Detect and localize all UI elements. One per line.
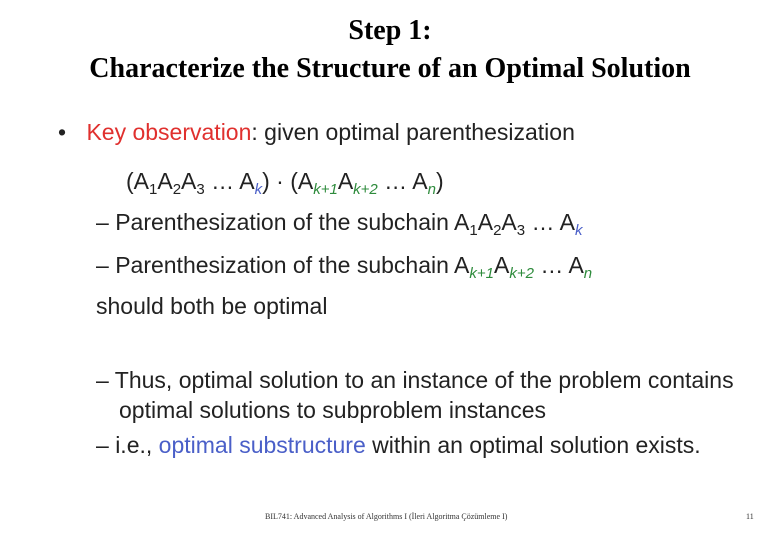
formula-subscript-k2: k+2 (353, 181, 378, 198)
subchain-subscript: 3 (516, 222, 526, 239)
thus-text-line1: Thus, optimal solution to an instance of the problem contains (114, 367, 734, 393)
subchain-subscript-k: k (574, 222, 583, 239)
subchain-part: A (501, 209, 517, 235)
subchain-left-item (96, 208, 582, 245)
subchain-part: … A (533, 252, 584, 278)
thus-item (96, 366, 734, 394)
subchain-subscript-k1: k+1 (469, 265, 494, 282)
key-observation-label: Key observation (86, 119, 252, 145)
formula-part: A (337, 168, 354, 194)
formula-subscript-n: n (427, 181, 436, 198)
formula-part: ) (262, 168, 270, 194)
formula-part: ) (435, 168, 444, 194)
formula-part: … A (377, 168, 428, 194)
ie-item (96, 431, 701, 459)
formula-part: (A (126, 168, 149, 194)
subchain-subscript: 1 (469, 222, 478, 239)
formula-subscript: 1 (149, 181, 158, 198)
bullet-symbol: • (58, 119, 67, 145)
key-observation-bullet (58, 118, 575, 146)
subchain-subscript: 2 (493, 222, 502, 239)
formula-subscript-k1: k+1 (313, 181, 338, 198)
subchain-subscript-n: n (583, 265, 593, 282)
slide-title-line1: Step 1: (348, 15, 432, 46)
formula-subscript-k: k (254, 181, 263, 198)
footer-course: BIL741: Advanced Analysis of Algorithms I (İleri Algoritma Çözümleme I) (265, 512, 508, 521)
subchain-part: A (493, 252, 510, 278)
subchain-right-item (96, 251, 592, 288)
footer-page-number: 11 (746, 512, 754, 521)
formula-subscript: 3 (196, 181, 205, 198)
subchain-part: A (477, 209, 494, 235)
subchain-subscript-k2: k+2 (509, 265, 534, 282)
formula-part: … A (204, 168, 255, 194)
dash-marker: – (96, 252, 109, 278)
dash-marker: – (96, 432, 109, 458)
dash-marker: – (96, 367, 109, 393)
slide-title-line2: Characterize the Structure of an Optimal Solution (89, 53, 691, 84)
ie-suffix: within an optimal solution exists. (365, 432, 701, 458)
optimal-substructure-highlight: optimal substructure (158, 432, 366, 458)
formula-subscript: 2 (172, 181, 182, 198)
subchain-text: Parenthesization of the subchain A (115, 209, 470, 235)
should-be-optimal-text: should both be optimal (96, 293, 328, 319)
thus-text-line2: optimal solutions to subproblem instances (119, 397, 547, 423)
ie-prefix: i.e., (115, 432, 159, 458)
formula-part: A (157, 168, 173, 194)
subchain-text: Parenthesization of the subchain A (115, 252, 470, 278)
formula-part: (A (290, 168, 314, 194)
dash-marker: – (96, 209, 109, 235)
parenthesization-formula (126, 167, 444, 204)
key-observation-text: : given optimal parenthesization (251, 119, 575, 145)
subchain-part: … A (525, 209, 575, 235)
formula-dot: · (269, 168, 291, 194)
formula-part: A (181, 168, 197, 194)
